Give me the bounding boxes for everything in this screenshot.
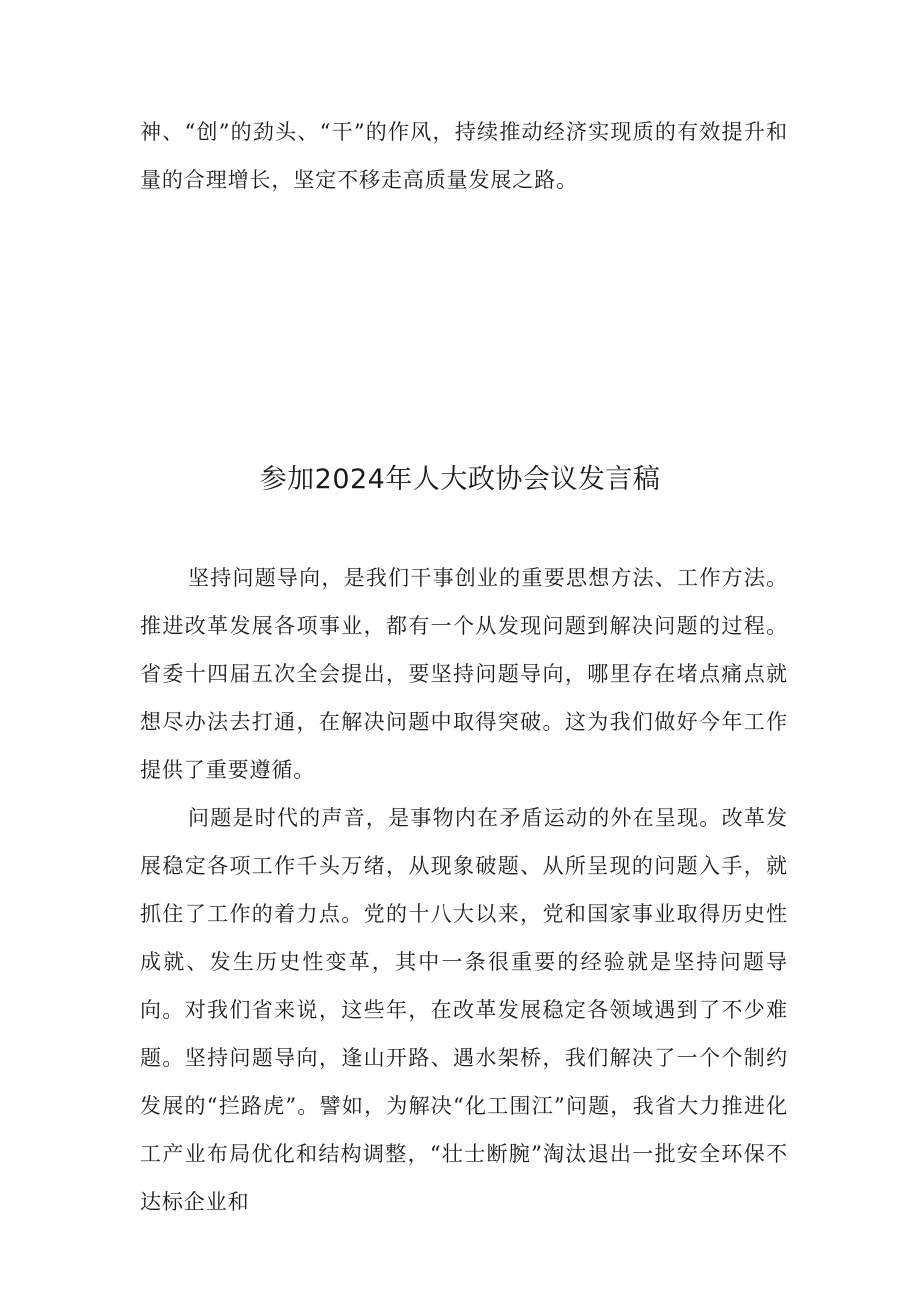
body-paragraph-2: 问题是时代的声音，是事物内在矛盾运动的外在呈现。改革发展稳定各项工作千头万绪，从现象破题、从所呈现的问题入手，就抓住了工作的着力点。党的十八大以来，党和国家事业取得历史性成就、发生历史性变革，其中一条很重要的经验就是坚持问题导向。对我们省来说，这些年，在改革发展稳定各领域遇到了不少难题。坚持问题导向，逢山开路、遇水架桥，我们解决了一个个制约发展的“拦路虎”。譬如，为解决“化工围江”问题，我省大力推进化工产业布局优化和结构调整，“壮士断腕”淘汰退出一批安全环保不达标企业和	[140, 806, 788, 1214]
speech-title: 参加2024年人大政协会议发言稿	[259, 464, 661, 495]
previous-section-ending-paragraph: 神、“创”的劲头、“干”的作风，持续推动经济实现质的有效提升和量的合理增长，坚定不移走高质量发展之路。	[140, 120, 788, 192]
body-paragraph-1: 坚持问题导向，是我们干事创业的重要思想方法、工作方法。推进改革发展各项事业，都有一个从发现问题到解决问题的过程。省委十四届五次全会提出，要坚持问题导向，哪里存在堵点痛点就想尽办法去打通，在解决问题中取得突破。这为我们做好今年工作提供了重要遵循。	[140, 566, 788, 782]
